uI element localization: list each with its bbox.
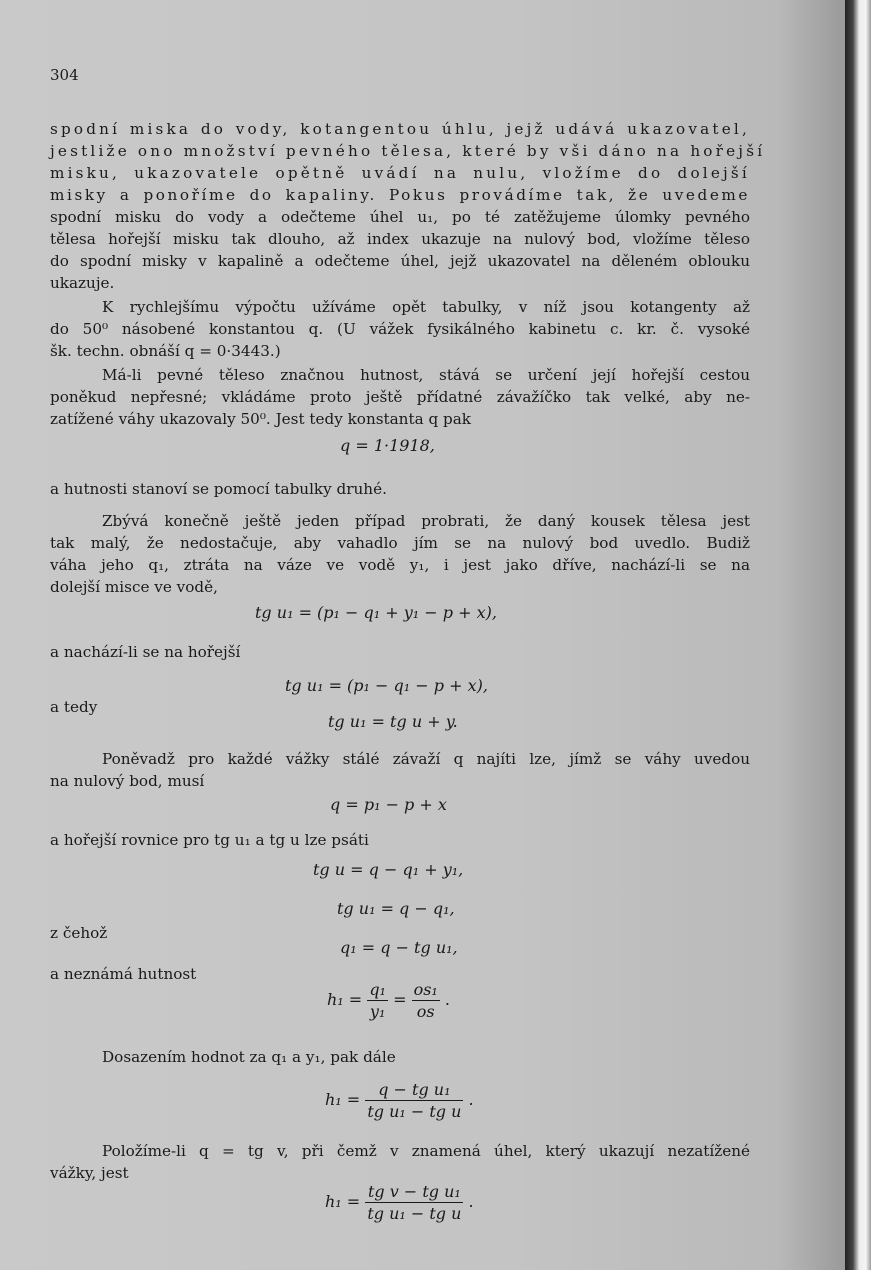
equation-end: . (468, 1192, 474, 1211)
fraction-numerator: os₁ (413, 980, 438, 999)
text-line: jestliže ono množství pevného tělesa, které by vši dáno na hořejší (50, 142, 766, 160)
text-line: tělesa hořejší misku tak dlouho, až index ukazuje na nulový bod, vložíme těleso (50, 230, 750, 248)
fraction (367, 980, 388, 1021)
equation-density (327, 980, 450, 1021)
page-number: 304 (50, 66, 79, 84)
equation: q = p₁ − p + x (330, 795, 447, 814)
text-line: zatížené váhy ukazovaly 50⁰. Jest tedy konstanta q pak (50, 410, 471, 428)
text-line: vážky, jest (50, 1164, 129, 1182)
equals-sign: = (393, 990, 407, 1009)
text-line: Položíme-li q = tg v, při čemž v znamená úhel, který ukazují nezatížené (102, 1142, 750, 1160)
fraction-denominator: os (416, 1002, 435, 1021)
text-line: K rychlejšímu výpočtu užíváme opět tabulky, v níž jsou kotangenty až (102, 298, 750, 316)
equation: tg u₁ = (p₁ − q₁ + y₁ − p + x), (255, 603, 497, 622)
text-line: misku, ukazovatele opětně uvádí na nulu, vložíme do dolejší (50, 164, 750, 182)
equation: tg u₁ = q − q₁, (337, 899, 455, 918)
text-line: a hutnosti stanoví se pomocí tabulky druhé. (50, 480, 387, 498)
text-line: váha jeho q₁, ztráta na váze ve vodě y₁, i jest jako dříve, nachází-li se na (50, 556, 750, 574)
fraction-numerator: q − tg u₁ (365, 1080, 463, 1101)
equation: tg u = q − q₁ + y₁, (313, 860, 464, 879)
fraction-denominator: y₁ (369, 1002, 386, 1021)
text-line: a tedy (50, 698, 98, 716)
text-line: tak malý, že nedostačuje, aby vahadlo jím se na nulový bod uvedlo. Budiž (50, 534, 750, 552)
fraction-numerator: tg v − tg u₁ (365, 1182, 463, 1203)
text-line: a nachází-li se na hořejší (50, 643, 241, 661)
text-line: Dosazením hodnot za q₁ a y₁, pak dále (102, 1048, 396, 1066)
text-line: spodní miska do vody, kotangentou úhlu, jejž udává ukazovatel, (50, 120, 750, 138)
text-line: dolejší misce ve vodě, (50, 578, 218, 596)
text-line: a hořejší rovnice pro tg u₁ a tg u lze psáti (50, 831, 369, 849)
fraction (365, 1182, 463, 1223)
equation-lhs: h₁ = (325, 1192, 361, 1211)
equation-lhs: h₁ = (327, 990, 363, 1009)
text-line: misky a ponoříme do kapaliny. Pokus provádíme tak, že uvedeme (50, 186, 750, 204)
fraction (365, 1080, 463, 1121)
text-line: do spodní misky v kapalině a odečteme úhel, jejž ukazovatel na děleném oblouku (50, 252, 750, 270)
fraction-numerator: q₁ (369, 980, 386, 999)
text-line: spodní misku do vody a odečteme úhel u₁, po té zatěžujeme úlomky pevného (50, 208, 750, 226)
text-line: na nulový bod, musí (50, 772, 205, 790)
text-line: a neznámá hutnost (50, 965, 197, 983)
fraction-denominator: tg u₁ − tg u (367, 1102, 462, 1121)
text-line: do 50⁰ násobené konstantou q. (U vážek fysikálného kabinetu c. kr. č. vysoké (50, 320, 750, 338)
text-line: Zbývá konečně ještě jeden případ probrati, že daný kousek tělesa jest (102, 512, 750, 530)
text-line: Má-li pevné těleso značnou hutnost, stává se určení její hořejší cestou (102, 366, 750, 384)
text-line: z čehož (50, 924, 108, 942)
equation-end: . (468, 1090, 474, 1109)
fraction (412, 980, 440, 1021)
book-spine (845, 0, 871, 1270)
text-line: ukazuje. (50, 274, 115, 292)
equation-end: . (444, 990, 451, 1009)
equation-substitution (325, 1080, 474, 1121)
text-line: poněkud nepřesné; vkládáme proto ještě přídatné závažíčko tak velké, aby ne- (50, 388, 750, 406)
equation-lhs: h₁ = (325, 1090, 361, 1109)
equation: tg u₁ = (p₁ − q₁ − p + x), (285, 676, 488, 695)
equation: q = 1·1918, (340, 436, 435, 455)
equation-final (325, 1182, 474, 1223)
equation: q₁ = q − tg u₁, (340, 938, 458, 957)
text-line: šk. techn. obnáší q = 0·3443.) (50, 342, 281, 360)
fraction-denominator: tg u₁ − tg u (367, 1204, 462, 1223)
equation: tg u₁ = tg u + y. (328, 712, 458, 731)
text-line: Poněvadž pro každé vážky stálé závaží q najíti lze, jímž se váhy uvedou (102, 750, 750, 768)
